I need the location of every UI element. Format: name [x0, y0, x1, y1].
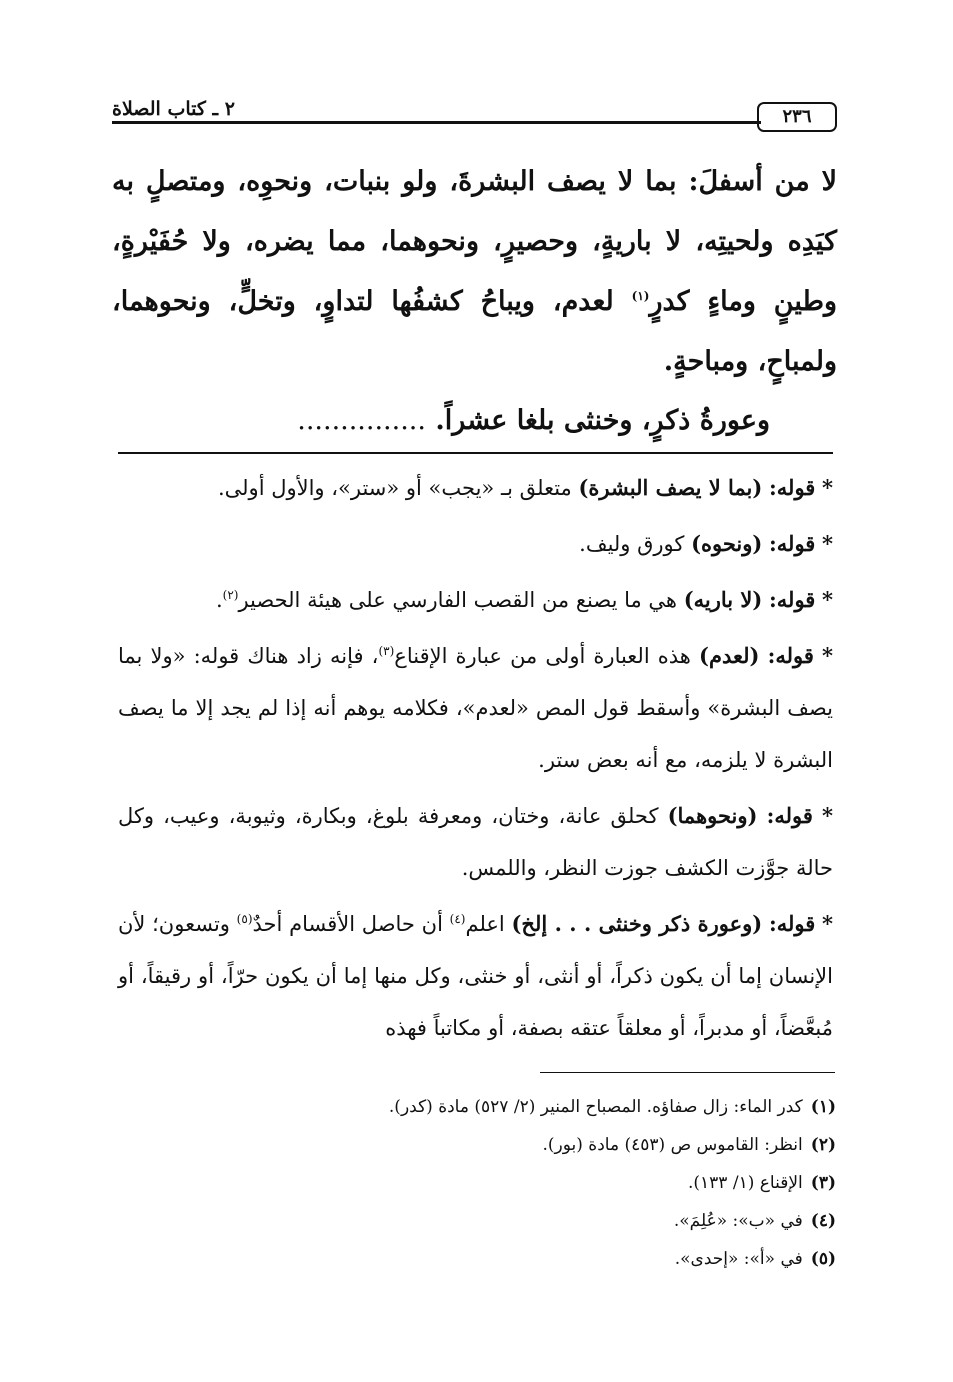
commentary-label: قوله: — [769, 531, 816, 556]
commentary-label: قوله: — [766, 803, 813, 828]
commentary-label: قوله: — [769, 587, 816, 612]
commentary-item — [118, 574, 833, 626]
footnote-rule — [540, 1072, 835, 1073]
footnote-text: انظر: القاموس ص (٤٥٣) مادة (بور). — [542, 1135, 803, 1155]
main-text-body-2: لعدم، ويباحُ كشفُها لتداوٍ، وتخلٍّ، ونحوهما، ولمباحٍ، ومباحةٍ. — [112, 286, 837, 377]
commentary-item — [118, 790, 833, 894]
commentary-quote: (وعورة ذكر وخنثى . . . إلخ) — [511, 911, 763, 936]
star-bullet: * — [822, 803, 833, 828]
star-bullet: * — [822, 911, 834, 936]
commentary-text: هي ما يصنع من القصب الفارسي على هيئة الحصير — [238, 588, 684, 612]
section-divider — [118, 452, 833, 454]
commentary-item — [118, 630, 833, 786]
commentary-text: هذه العبارة أولى من عبارة الإقناع — [394, 644, 700, 668]
footnote-marker-2: (٢) — [222, 588, 239, 602]
footnote-number: (١) — [810, 1097, 836, 1117]
footnote-text: كدر الماء: زال صفاؤه. المصباح المنير (٢/ ٥٢٧) مادة (كدر). — [388, 1097, 803, 1117]
footnote-number: (٤) — [810, 1211, 836, 1231]
commentary-label: قوله: — [767, 643, 814, 668]
footnote-number: (٢) — [810, 1135, 836, 1155]
commentary-item — [118, 462, 833, 514]
main-text-body: لا من أسفلَ: بما لا يصف البشرةَ، ولو بنبات، ونحوِه، ومتصلٍ به كيَدِه ولحيتِه، لا باريةٍ، وحصيرٍ، ونحوهما، مما يضره، ولا حُفَيْرةٍ، وطينٍ وماءٍ كدرٍ — [112, 166, 837, 317]
footnote-text: في «ب»: «عُلِمَ». — [673, 1211, 803, 1231]
star-bullet: * — [822, 531, 833, 556]
commentary-text: كحلق عانة، وختان، ومعرفة بلوغ، وبكارة، وثيوبة، وعيب، وكل حالة جوَّزت الكشف جوزت النظر، واللمس. — [118, 804, 833, 880]
footnote-item — [118, 1088, 836, 1126]
commentary-quote: (ونحوه) — [691, 531, 763, 556]
commentary-text-mid: أن حاصل الأقسام أحدٌ — [252, 912, 450, 936]
running-title: ٢ ـ كتاب الصلاة — [112, 98, 235, 120]
commentary-text: متعلق بـ «يجب» أو «ستر»، والأول أولى. — [217, 476, 579, 500]
commentary-text: اعلم — [465, 912, 512, 936]
star-bullet: * — [822, 475, 833, 500]
commentary-text-end: ، فإنه زاد هناك قوله: «ولا بما يصف البشرة» وأسقط قول المص «لعدم»، فكلامه يوهم أنه إذا لم يجد إلا ما يصف البشرة لا يلزمه، مع أنه بعض ستر. — [118, 644, 833, 772]
star-bullet: * — [822, 643, 833, 668]
footnote-marker-1: (١) — [631, 289, 650, 303]
commentary — [118, 462, 833, 1058]
matn-line-text: وعورةُ ذكرٍ، وخنثى بلغا عشراً. — [435, 405, 770, 436]
commentary-label: قوله: — [768, 911, 816, 936]
commentary-text-end: . — [215, 588, 223, 612]
footnote-item — [118, 1164, 836, 1202]
footnote-item — [118, 1240, 836, 1278]
footnote-text: الإقناع (١/ ١٣٣). — [687, 1173, 803, 1193]
footnote-number: (٥) — [810, 1249, 836, 1269]
matn-line — [120, 398, 770, 444]
matn-dots: ............... — [297, 405, 426, 436]
commentary-item — [118, 518, 833, 570]
header-rule — [112, 121, 761, 124]
commentary-text: كورق وليف. — [579, 532, 692, 556]
page-header — [112, 96, 837, 136]
commentary-quote: (لعدم) — [699, 643, 760, 668]
main-text — [112, 152, 837, 392]
footnote-number: (٣) — [810, 1173, 836, 1193]
page-number: ٢٣٦ — [757, 102, 837, 132]
commentary-label: قوله: — [769, 475, 816, 500]
footnote-text: في «أ»: «إحدى». — [674, 1249, 803, 1269]
footnotes — [118, 1088, 836, 1278]
commentary-item — [118, 898, 833, 1054]
footnote-item — [118, 1126, 836, 1164]
commentary-quote: (لا باريه) — [683, 587, 763, 612]
footnote-marker-4: (٤) — [449, 912, 466, 926]
commentary-quote: (بما لا يصف البشرة) — [578, 475, 763, 500]
commentary-text-end: وتسعون؛ لأن الإنسان إما أن يكون ذكراً، أو أنثى، أو خنثى، وكل منها إما أن يكون حرّاً، أو رقيقاً، أو مُبعَّضاً، أو مدبراً، أو معلقاً عتقه بصفة، أو مكاتباً فهذه — [118, 912, 833, 1040]
footnote-marker-5: (٥) — [236, 912, 253, 926]
footnote-item — [118, 1202, 836, 1240]
star-bullet: * — [822, 587, 833, 612]
commentary-quote: (ونحوهما) — [667, 803, 758, 828]
footnote-marker-3: (٣) — [378, 644, 395, 658]
